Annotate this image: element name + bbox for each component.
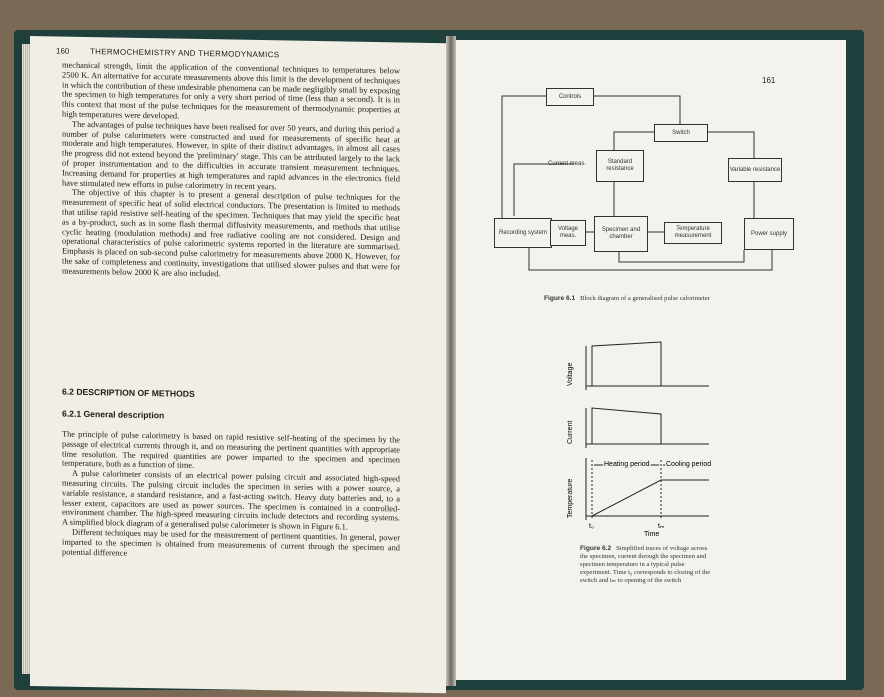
paragraph: mechanical strength, limit the application of the conventional techniques to temperatures below 2500 K. An alternative for accurate measurements above this limit is the development of techniques in which the contribution of these undesirable phenomena can be made negligibly small by exposing the specimen to high temperatures for only a very short period of time (less than a second). It is in this context that most of the pulse techniques for the measurement of thermodynamic properties at high temperatures were developed. <box>62 60 400 121</box>
caption-text: Block diagram of a generalised pulse calorimeter <box>580 295 710 302</box>
running-head: THERMOCHEMISTRY AND THERMODYNAMICS <box>90 47 280 60</box>
figure-label: Figure 6.2 <box>580 545 612 552</box>
variable-resistance-box: Variable resistance <box>728 158 782 182</box>
book-gutter <box>446 36 456 686</box>
subsection-heading: 6.2.1 General description <box>62 408 165 421</box>
voltage-axis-label: Voltage <box>567 362 574 386</box>
time-axis-label: Time <box>644 531 660 538</box>
left-page <box>30 36 446 693</box>
paragraph: Different techniques may be used for the measurement of pertinent quantities. In general, power imparted to the specimen is obtained from measurements of current through the specimen and potential difference <box>62 527 400 558</box>
power-supply-box: Power supply <box>744 218 794 250</box>
t0-label: t₀ <box>589 523 594 530</box>
cooling-period-label: Cooling period <box>666 461 712 468</box>
body-text-top <box>62 61 400 282</box>
current-axis-label: Current <box>567 420 574 444</box>
current-meas-label: Current meas. <box>547 160 586 167</box>
caption-text: Simplified traces of voltage across the specimen, current through the specimen and specimen temperature in a typical pulse experiment. Time t₀ corresponds to closing of the switch and tₘ to opening of the switch <box>580 545 711 584</box>
heating-period-label: Heating period <box>604 461 650 468</box>
paragraph: A pulse calorimeter consists of an electrical power pulsing circuit and associated high-speed measuring circuits. The pulsing circuit includes the specimen in series with a power source, a variable resistance, a standard resistance, and a fast-acting switch. Heavy duty batteries and, to a lesser extent, capacitors are used as power sources. The specimen is contained in a controlled-environment chamber. The high-speed measuring circuits include detectors and recording systems. A simplified block diagram of a generalised pulse calorimeter is shown in Figure 6.1. <box>62 468 400 532</box>
paragraph: The principle of pulse calorimetry is based on rapid resistive self-heating of the specimen by the passage of electrical currents through it, and on measuring the pertinent quantities with appropriate time resolution. The required quantities are power imparted to the specimen and specimen temperature, both as a function of time. <box>62 429 400 471</box>
right-page <box>454 40 846 680</box>
temperature-axis-label: Temperature <box>567 478 574 518</box>
tm-label: tₘ <box>658 523 665 530</box>
recording-system-box: Recording system <box>494 218 552 248</box>
voltage-meas-box: Voltage meas. <box>550 220 586 246</box>
section-heading: 6.2 DESCRIPTION OF METHODS <box>62 386 195 399</box>
page-number: 160 <box>56 46 70 56</box>
figure-label: Figure 6.1 <box>544 295 576 302</box>
specimen-chamber-box: Specimen and chamber <box>594 216 648 252</box>
controls-box: Controls <box>546 88 594 106</box>
figure-6-2-caption <box>580 545 716 585</box>
body-text-bottom <box>62 430 400 563</box>
paragraph: The objective of this chapter is to present a general description of pulse techniques for the measurement of specific heat of solid electrical conductors. The presentation is limited to methods that utilise rapid resistive self-heating of the specimen. Techniques that may yield the specific heat as a by-product, such as in some flash thermal diffusivity measurements, and methods that utilise cyclic heating (modulation methods) and free radiative cooling are not considered. Design and operational characteristics of pulse calorimetric systems reported in the literature are summarised. Emphasis is placed on sub-second pulse calorimetry for measurements above 2000 K. However, for the sake of completeness and continuity, investigations that utilised slower pulses and that were for measurements below 2000 K are also included. <box>62 188 400 279</box>
page-number: 161 <box>762 76 776 85</box>
switch-box: Switch <box>654 124 708 142</box>
paragraph: The advantages of pulse techniques have been realised for over 50 years, and during this period a number of pulse calorimeters were constructed and used for measurements of specific heat at moderate and high temperatures. However, in spite of their distinct advantages, in almost all cases the progress did not extend beyond the 'preliminary' stage. This can be attributed largely to the lack of proper instrumentation and to the difficulties in accurate transient measurement techniques. Increasing demand for properties at high temperatures and rapid advances in the electronics field have stimulated new efforts in pulse calorimetry in recent years. <box>62 119 400 191</box>
temperature-measurement-box: Temperature measurement <box>664 222 722 244</box>
standard-resistance-box: Standard resistance <box>596 150 644 182</box>
